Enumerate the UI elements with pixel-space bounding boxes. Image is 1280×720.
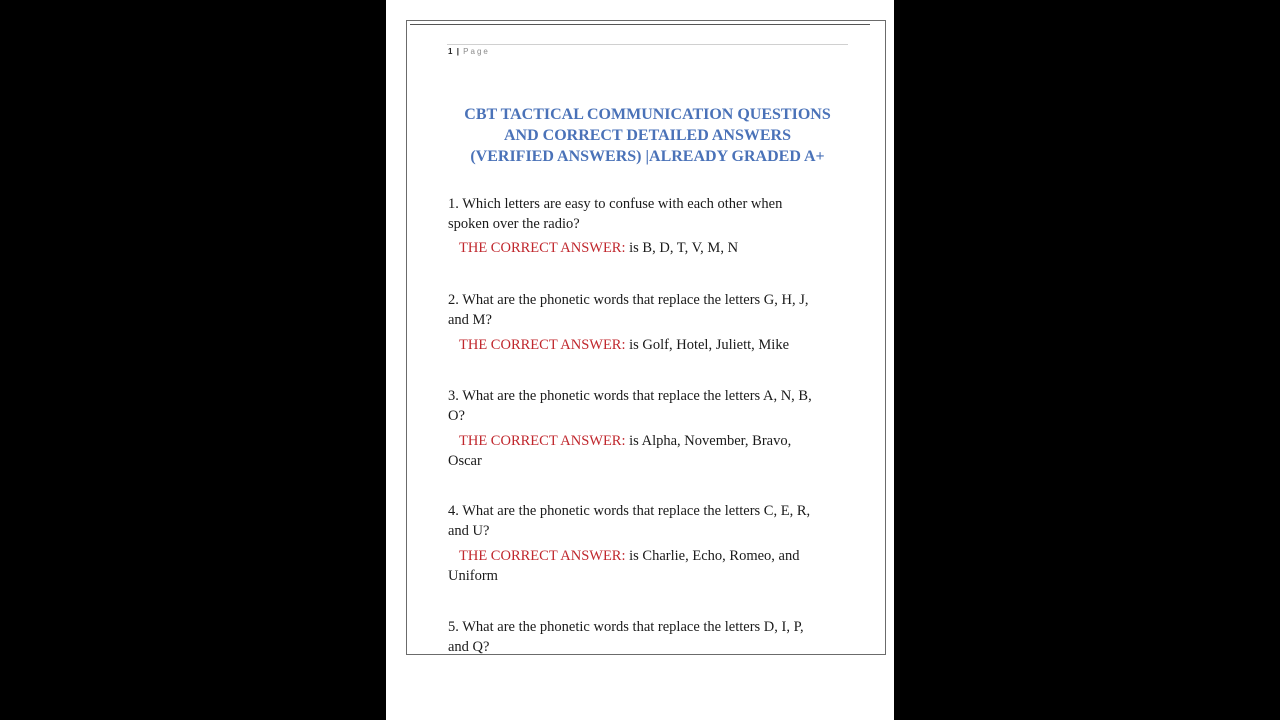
answer-text: is B, D, T, V, M, N xyxy=(625,240,739,256)
page-word: Page xyxy=(463,47,490,56)
title-line-2: AND CORRECT DETAILED ANSWERS xyxy=(503,127,792,144)
answer-label: THE CORRECT ANSWER: xyxy=(459,548,626,564)
page-frame xyxy=(406,20,886,655)
page-number: 1 xyxy=(448,47,453,56)
answer-label: THE CORRECT ANSWER: xyxy=(459,337,626,353)
answer-text: is Charlie, Echo, Romeo, and Uniform xyxy=(448,548,800,584)
page-separator: | xyxy=(456,47,460,56)
question-5: 5. What are the phonetic words that replace the letters D, I, P, and Q? xyxy=(448,619,804,655)
answer-text: is Golf, Hotel, Juliett, Mike xyxy=(625,337,790,353)
document-title xyxy=(447,104,848,167)
question-1: 1. Which letters are easy to confuse with each other when spoken over the radio? xyxy=(448,196,783,232)
question-3: 3. What are the phonetic words that replace the letters A, N, B, O? xyxy=(448,388,812,424)
header-rule xyxy=(447,44,848,45)
answer-2 xyxy=(448,336,828,356)
answer-4 xyxy=(448,547,828,586)
question-2: 2. What are the phonetic words that replace the letters G, H, J, and M? xyxy=(448,292,809,328)
answer-text: is Alpha, November, Bravo, Oscar xyxy=(448,433,792,469)
title-line-1: CBT TACTICAL COMMUNICATION QUESTIONS xyxy=(464,106,831,123)
page-number-header xyxy=(448,47,490,57)
answer-label: THE CORRECT ANSWER: xyxy=(459,240,626,256)
answer-3 xyxy=(448,432,828,471)
answer-1 xyxy=(448,239,828,259)
top-border-rule xyxy=(410,24,870,25)
question-4: 4. What are the phonetic words that replace the letters C, E, R, and U? xyxy=(448,503,811,539)
document-page xyxy=(386,0,894,720)
answer-label: THE CORRECT ANSWER: xyxy=(459,433,626,449)
title-line-3: (VERIFIED ANSWERS) |ALREADY GRADED A+ xyxy=(470,148,825,165)
